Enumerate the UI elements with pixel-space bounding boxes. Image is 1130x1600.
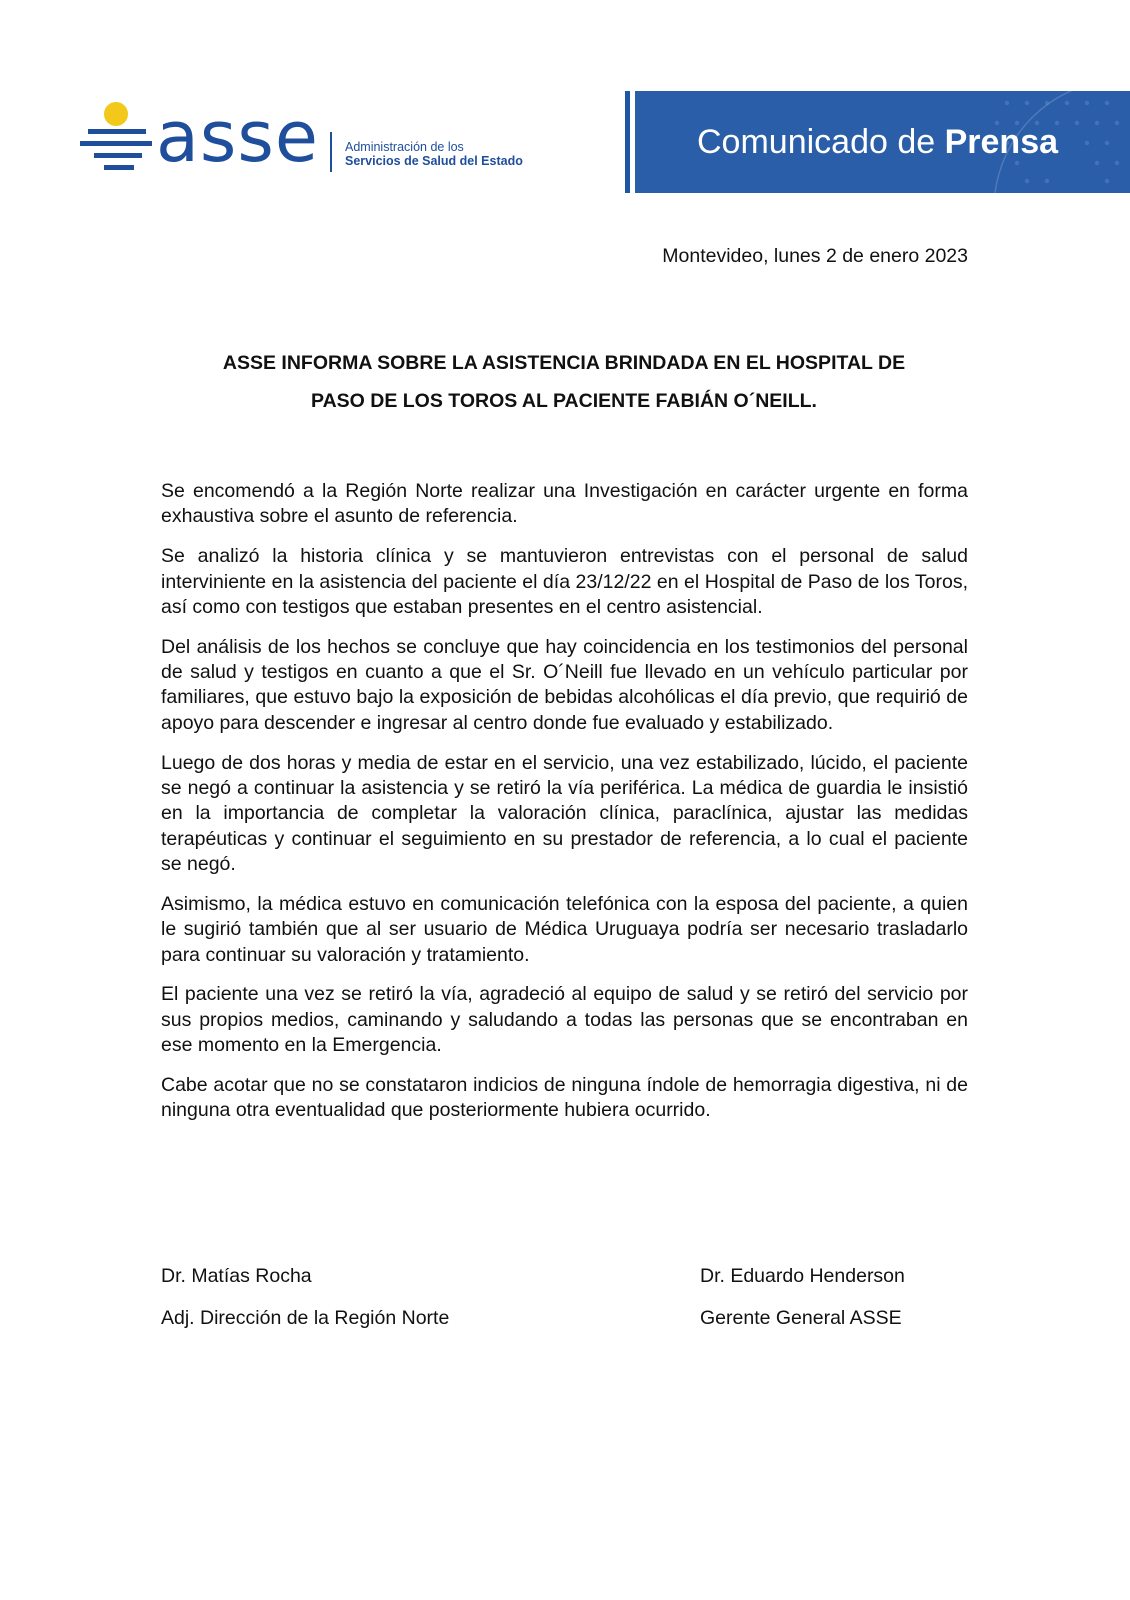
signature-left [161,1255,449,1339]
signature-role: Adj. Dirección de la Región Norte [161,1307,450,1329]
banner-rule [625,91,630,193]
paragraph: Cabe acotar que no se constataron indicios de ninguna índole de hemorragia digestiva, ni de ninguna otra eventualidad que posteriormente hubiera ocurrido. [161,1073,968,1122]
logo-stripe [104,165,134,170]
paragraph: Se analizó la historia clínica y se mantuvieron entrevistas con el personal de salud interviniente en la asistencia del paciente el día 23/12/22 en el Hospital de Paso de los Toros, así como con testigos que estaban presentes en el centro asistencial. [161,545,968,618]
headline-line1: ASSE INFORMA SOBRE LA ASISTENCIA BRINDADA EN EL HOSPITAL DE [222,352,906,374]
paragraph: El paciente una vez se retiró la vía, agradeció al equipo de salud y se retiró del servicio por sus propios medios, caminando y saludando a todas las personas que se encontraban en ese momento en la Emergencia. [161,983,968,1057]
logo-subtitle [345,140,523,168]
paragraph: Se encomendó a la Región Norte realizar una Investigación en carácter urgente en forma exhaustiva sobre el asunto de referencia. [161,480,968,528]
logo-subtitle-line1: Administración de los [345,140,464,154]
logo-wordmark: asse [156,96,319,178]
signature-right [700,1255,905,1339]
signature-name: Dr. Eduardo Henderson [700,1265,905,1287]
logo-stripe [94,153,142,158]
press-release-banner [635,91,1130,193]
banner-title-regular: Comunicado de [697,123,936,161]
paragraph: Luego de dos horas y media de estar en el servicio, una vez estabilizado, lúcido, el paciente se negó a continuar la asistencia y se retiró la vía periférica. La médica de guardia le insistió en la importancia de completar la valoración clínica, paraclínica, ajustar las medidas terapéuticas y continuar el seguimiento en su prestador de referencia, a lo cual el paciente se negó. [161,751,968,876]
logo-stripe [88,129,146,134]
sun-horizon-icon [80,98,160,182]
asse-logo [80,98,540,182]
date-line: Montevideo, lunes 2 de enero 2023 [662,245,968,267]
logo-sun [104,102,128,126]
paragraph: Del análisis de los hechos se concluye que hay coincidencia en los testimonios del personal de salud y testigos en cuanto a que el Sr. O´Neill fue llevado en un vehículo particular por familiares, que estuvo bajo la exposición de bebidas alcohólicas el día previo, que requirió de apoyo para descender e ingresar al centro donde fue evaluado y estabilizado. [161,635,968,734]
paragraph: Asimismo, la médica estuvo en comunicación telefónica con la esposa del paciente, a quien le sugirió también que al ser usuario de Médica Uruguaya podría ser necesario trasladarlo para continuar su valoración y tratamiento. [161,892,968,966]
banner-title-bold: Prensa [944,123,1059,161]
headline-line2: PASO DE LOS TOROS AL PACIENTE FABIÁN O´NEILL. [311,390,817,412]
body-text [161,479,968,1138]
signature-role: Gerente General ASSE [700,1307,902,1329]
logo-divider [330,132,332,172]
logo-subtitle-line2: Servicios de Salud del Estado [345,154,523,168]
headline [160,344,968,420]
logo-stripe [80,141,152,146]
banner-title [697,122,1058,162]
signature-name: Dr. Matías Rocha [161,1265,312,1287]
